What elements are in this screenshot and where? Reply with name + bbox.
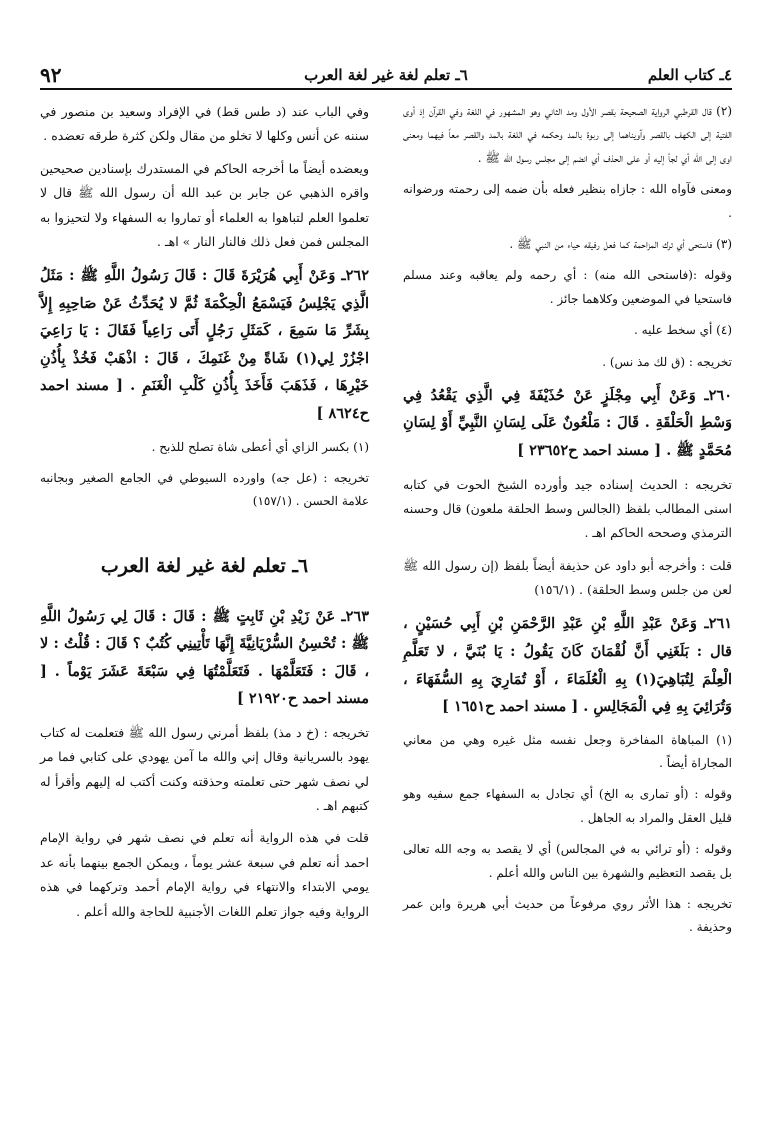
takhrij-259: تخريجه : (ق لك مذ نس) . bbox=[602, 354, 732, 369]
hadith-263: ٢٦٣ـ عَنْ زَيْدِ بْنِ ثَابِتٍ ﷺ : قَالَ : قَالَ لِي رَسُولُ اللَّهِ ﷺ : تُحْسِنُ السُّرْيَانِيَّةَ إِنَّهَا تَأْتِينِي كُتُبٌ ؟ قَالَ : قُلْتُ : لا ، قَالَ : فَتَعَلَّمْهَا . فَتَعَلَّمْتُهَا فِي سَبْعَةَ عَشَرَ يَوْماً . [ مسند احمد ح٢١٩٢٠ ] bbox=[40, 607, 369, 708]
text-columns bbox=[40, 100, 732, 948]
note-261-support: ويعضده أيضاً ما أخرجه الحاكم في المستدرك بإسنادين صحيحين واقره الذهبي عن جابر بن عبد الله أن رسول الله ﷺ قال لا تعلموا العلم لتباهوا به العلماء أو تماروا به السفهاء ولا لتحيزوا به المجلس فمن فعل ذلك فالنار النار » اهـ . bbox=[40, 160, 369, 249]
header-book-title: ٤ـ كتاب العلم bbox=[647, 66, 732, 84]
commentary-261-b: وقوله : (أو ترائي به في المجالس) أي لا يقصد به وجه الله تعالى بل يقصد التعظيم والشهرة بين الناس والله أعلم . bbox=[403, 842, 732, 880]
page-number: ٩٢ bbox=[40, 63, 62, 87]
footnote-3: (٣) فاستحى أي ترك المزاحمة كما فعل رفيقه حياء من النبي ﷺ . bbox=[509, 236, 732, 251]
footnote-2-cont: ومعنى فآواه الله : جازاه بنظير فعله بأن ضمه إلى رحمته ورضوانه . bbox=[403, 182, 732, 220]
note-263: قلت في هذه الرواية أنه تعلم في نصف شهر في رواية الإمام احمد أنه تعلم في سبعة عشر يوماً ، ويمكن الجمع بينهما بأنه عد يومي الابتداء والانتهاء في رواية الإمام أحمد وتركهما في هذه الرواية وفيه جواز تعلم اللغات الأجنبية للحاجة والله أعلم . bbox=[40, 830, 369, 919]
right-column bbox=[403, 100, 732, 948]
footnote-2: (٢) قال القرطبي الرواية الصحيحة بقصر الأول ومد الثاني وهو المشهور في اللغة وفي القرآن إذ أوى الفتية إلى الكهف بالقصر وآويناهما إلى ربوة بالمد وحكمه في اللغة بالمد والقصر معاً فيهما ومعنى اوى إلى الله أي لجأ إليه أو على الحذف أي انضم إلى مجلس رسول الله ﷺ . bbox=[403, 104, 732, 165]
commentary-261-a: وقوله : (أو تمارى به الخ) أي تجادل به السفهاء جمع سفيه وهو قليل العقل والمراد به الجاهل . bbox=[403, 787, 732, 825]
footnote-3-cont: وقوله :(فاستحى الله منه) : أي رحمه ولم يعاقبه وعند مسلم فاستحيا في الموضعين وكلاهما جائز . bbox=[403, 268, 732, 306]
footnote-262-1: (١) بكسر الزاي أي أعطى شاة تصلح للذبح . bbox=[151, 439, 369, 454]
takhrij-263: تخريجه : (خ د مذ) بلفظ أمرني رسول الله ﷺ فتعلمت له كتاب يهود بالسريانية وقال إني والله ما آمن يهودي على كتابي فما مر لي نصف شهر حتى تعلمته وحذقته وكنت أكتب له إليهم وأقرأ له كتبهم اهـ . bbox=[40, 724, 369, 814]
takhrij-261: تخريجه : هذا الأثر روي مرفوعاً من حديث أبي هريرة وابن عمر وحذيفة . bbox=[403, 896, 732, 935]
section-title: ٦ـ تعلم لغة غير لغة العرب bbox=[100, 554, 309, 577]
left-column bbox=[40, 100, 369, 948]
hadith-262: ٢٦٢ـ وَعَنْ أَبِي هُرَيْرَةَ قَالَ : قَالَ رَسُولُ اللَّهِ ﷺ : مَثَلُ الَّذِي يَجْلِسُ فَيَسْمَعُ الْحِكْمَةَ ثُمَّ لا يُحَدِّثُ عَنْ صَاحِبِهِ إِلاَّ بِشَرِّ مَا سَمِعَ ، كَمَثَلِ رَجُلٍ أَتَى رَاعِياً فَقَالَ : يَا رَاعِيَ اجْزُرْ لِي(١) شَاةً مِنْ غَنَمِكَ ، قَالَ : اذْهَبْ فَخُذْ بِأُذُنِ خَيْرِهَا ، فَذَهَبَ فَأَخَذَ بِأُذُنِ كَلْبِ الْغَنَمِ . [ مسند احمد ح٨٦٢٤ ] bbox=[40, 267, 369, 422]
hadith-261: ٢٦١ـ وَعَنْ عَبْدِ اللَّهِ بْنِ عَبْدِ الرَّحْمَنِ بْنِ أَبِي حُسَيْنٍ ، قال : بَلَغَنِي أَنَّ لُقْمَانَ كَانَ يَقُولُ : يَا بُنَيَّ ، لا تَعَلَّمِ الْعِلْمَ لِتُبَاهِيَ(١) بِهِ الْعُلَمَاءَ ، أَوْ تُمَارِيَ بِهِ السُّفَهَاءَ ، وَتُرَائِيَ بِهِ فِي الْمَجَالِسِ . [ مسند احمد ح١٦٥١ ] bbox=[403, 615, 732, 716]
note-260: قلت : وأخرجه أبو داود عن حذيفة أيضاً بلفظ (إن رسول الله ﷺ لعن من جلس وسط الحلقة) . (١٥٦/١) bbox=[403, 557, 732, 598]
note-261-chapter: وفي الباب عند (د طس قط) في الإفراد وسعيد بن منصور في سننه عن أنس وكلها لا تخلو من مقال ولكن كثرة طرقه تعضده . bbox=[40, 104, 369, 144]
hadith-260: ٢٦٠ـ وَعَنْ أَبِي مِجْلَزٍ عَنْ حُذَيْفَةَ فِي الَّذِي يَقْعُدُ فِي وَسْطِ الْحَلْقَةِ . قَالَ : مَلْعُونٌ عَلَى لِسَانِ النَّبِيِّ أَوْ لِسَانِ مُحَمَّدٍ ﷺ . [ مسند احمد ح٢٣٦٥٢ ] bbox=[403, 386, 732, 459]
footnote-261-1: (١) المباهاة المفاخرة وجعل نفسه مثل غيره وهي من معاني المجاراة أيضاً . bbox=[403, 732, 732, 770]
header-chapter-title: ٦ـ تعلم لغة غير لغة العرب bbox=[304, 66, 468, 84]
takhrij-260: تخريجه : الحديث إسناده جيد وأورده الشيخ الحوت في كتابه اسنى المطالب بلفظ (الجالس وسط الحلقة ملعون) قال وحسنه الترمذي وصححه الحاكم اهـ . bbox=[403, 476, 732, 541]
takhrij-262: تخريجه : (عل جه) واورده السيوطي في الجامع الصغير وبجانبه علامة الحسن . (١٥٧/١) bbox=[40, 470, 369, 509]
footnote-4: (٤) أي سخط عليه . bbox=[634, 323, 732, 338]
running-header bbox=[40, 62, 732, 90]
